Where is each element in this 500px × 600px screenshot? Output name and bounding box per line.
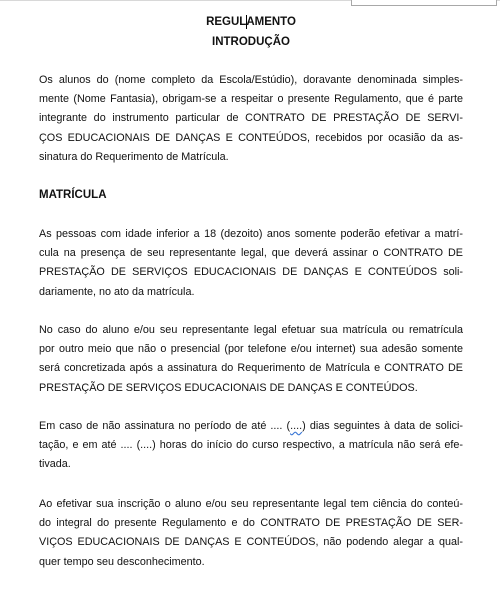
paragraph-line: por outro meio que não o presencial (por telefone e/ou internet) sua adesão somente xyxy=(39,343,463,356)
document-title: REGULAMENTO xyxy=(206,16,296,28)
paragraph-line: do integral do presente Regulamento e do CONTRATO DE PRESTAÇÃO DE SER- xyxy=(39,517,463,530)
intro-line: integrante do instrumento particular de CONTRATO DE PRESTAÇÃO DE SERVI- xyxy=(39,112,463,125)
line-text: Em caso de não assinatura no período de até .... ( xyxy=(39,420,291,432)
paragraph-line: dariamente, no ato da matrícula. xyxy=(39,285,195,298)
paragraph-line: Ao efetivar sua inscrição o aluno e/ou seu representante legal tem ciência do conteú- xyxy=(39,498,463,510)
paragraph-line: cula na presença de seu representante legal, que deverá assinar o CONTRATO DE xyxy=(39,247,463,260)
paragraph-age-requirement xyxy=(39,225,463,302)
paragraph-line: tação, e em até .... (....) horas do início do curso respectivo, a matrícula não será efe- xyxy=(39,439,463,452)
spellcheck-flagged-text: .... xyxy=(290,420,303,432)
intro-line: mente (Nome Fantasia), obrigam-se a respeitar o presente Regulamento, que é parte xyxy=(39,93,463,106)
paragraph-signature-deadline xyxy=(39,417,463,475)
paragraph-line: tivada. xyxy=(39,458,71,471)
paragraph-line: As pessoas com idade inferior a 18 (dezoito) anos somente poderão efetivar a matrí- xyxy=(39,228,463,240)
paragraph-line: quer tempo seu desconhecimento. xyxy=(39,555,205,568)
document-page[interactable] xyxy=(39,0,463,600)
paragraph-acknowledgement xyxy=(39,495,463,572)
intro-line: ÇOS EDUCACIONAIS DE DANÇAS E CONTEÚDOS, recebidos por ocasião da as- xyxy=(39,131,463,144)
paragraph-line xyxy=(39,417,463,436)
paragraph-line: será concretizada após a assinatura do Requerimento de Matrícula e CONTRATO DE xyxy=(39,362,463,375)
paragraph-line: PRESTAÇÃO DE SERVIÇOS EDUCACIONAIS DE DANÇAS E CONTEÚDOS. xyxy=(39,381,418,394)
paragraph-line: VIÇOS EDUCACIONAIS DE DANÇAS E CONTEÚDOS, não podendo alegar a qual- xyxy=(39,536,463,549)
section-heading-matricula: MATRÍCULA xyxy=(39,189,107,201)
intro-line: Os alunos do (nome completo da Escola/Estúdio), doravante denominada simples- xyxy=(39,74,463,86)
line-text: ) dias seguintes à data de solici- xyxy=(302,420,463,432)
paragraph-remote-enrollment xyxy=(39,321,463,398)
document-subtitle: INTRODUÇÃO xyxy=(212,36,290,48)
intro-line: sinatura do Requerimento de Matrícula. xyxy=(39,150,229,163)
intro-paragraph xyxy=(39,71,463,167)
paragraph-line: No caso do aluno e/ou seu representante legal efetuar sua matrícula ou rematrícula xyxy=(39,324,463,336)
paragraph-line: PRESTAÇÃO DE SERVIÇOS EDUCACIONAIS DE DANÇAS E CONTEÚDOS soli- xyxy=(39,266,463,279)
